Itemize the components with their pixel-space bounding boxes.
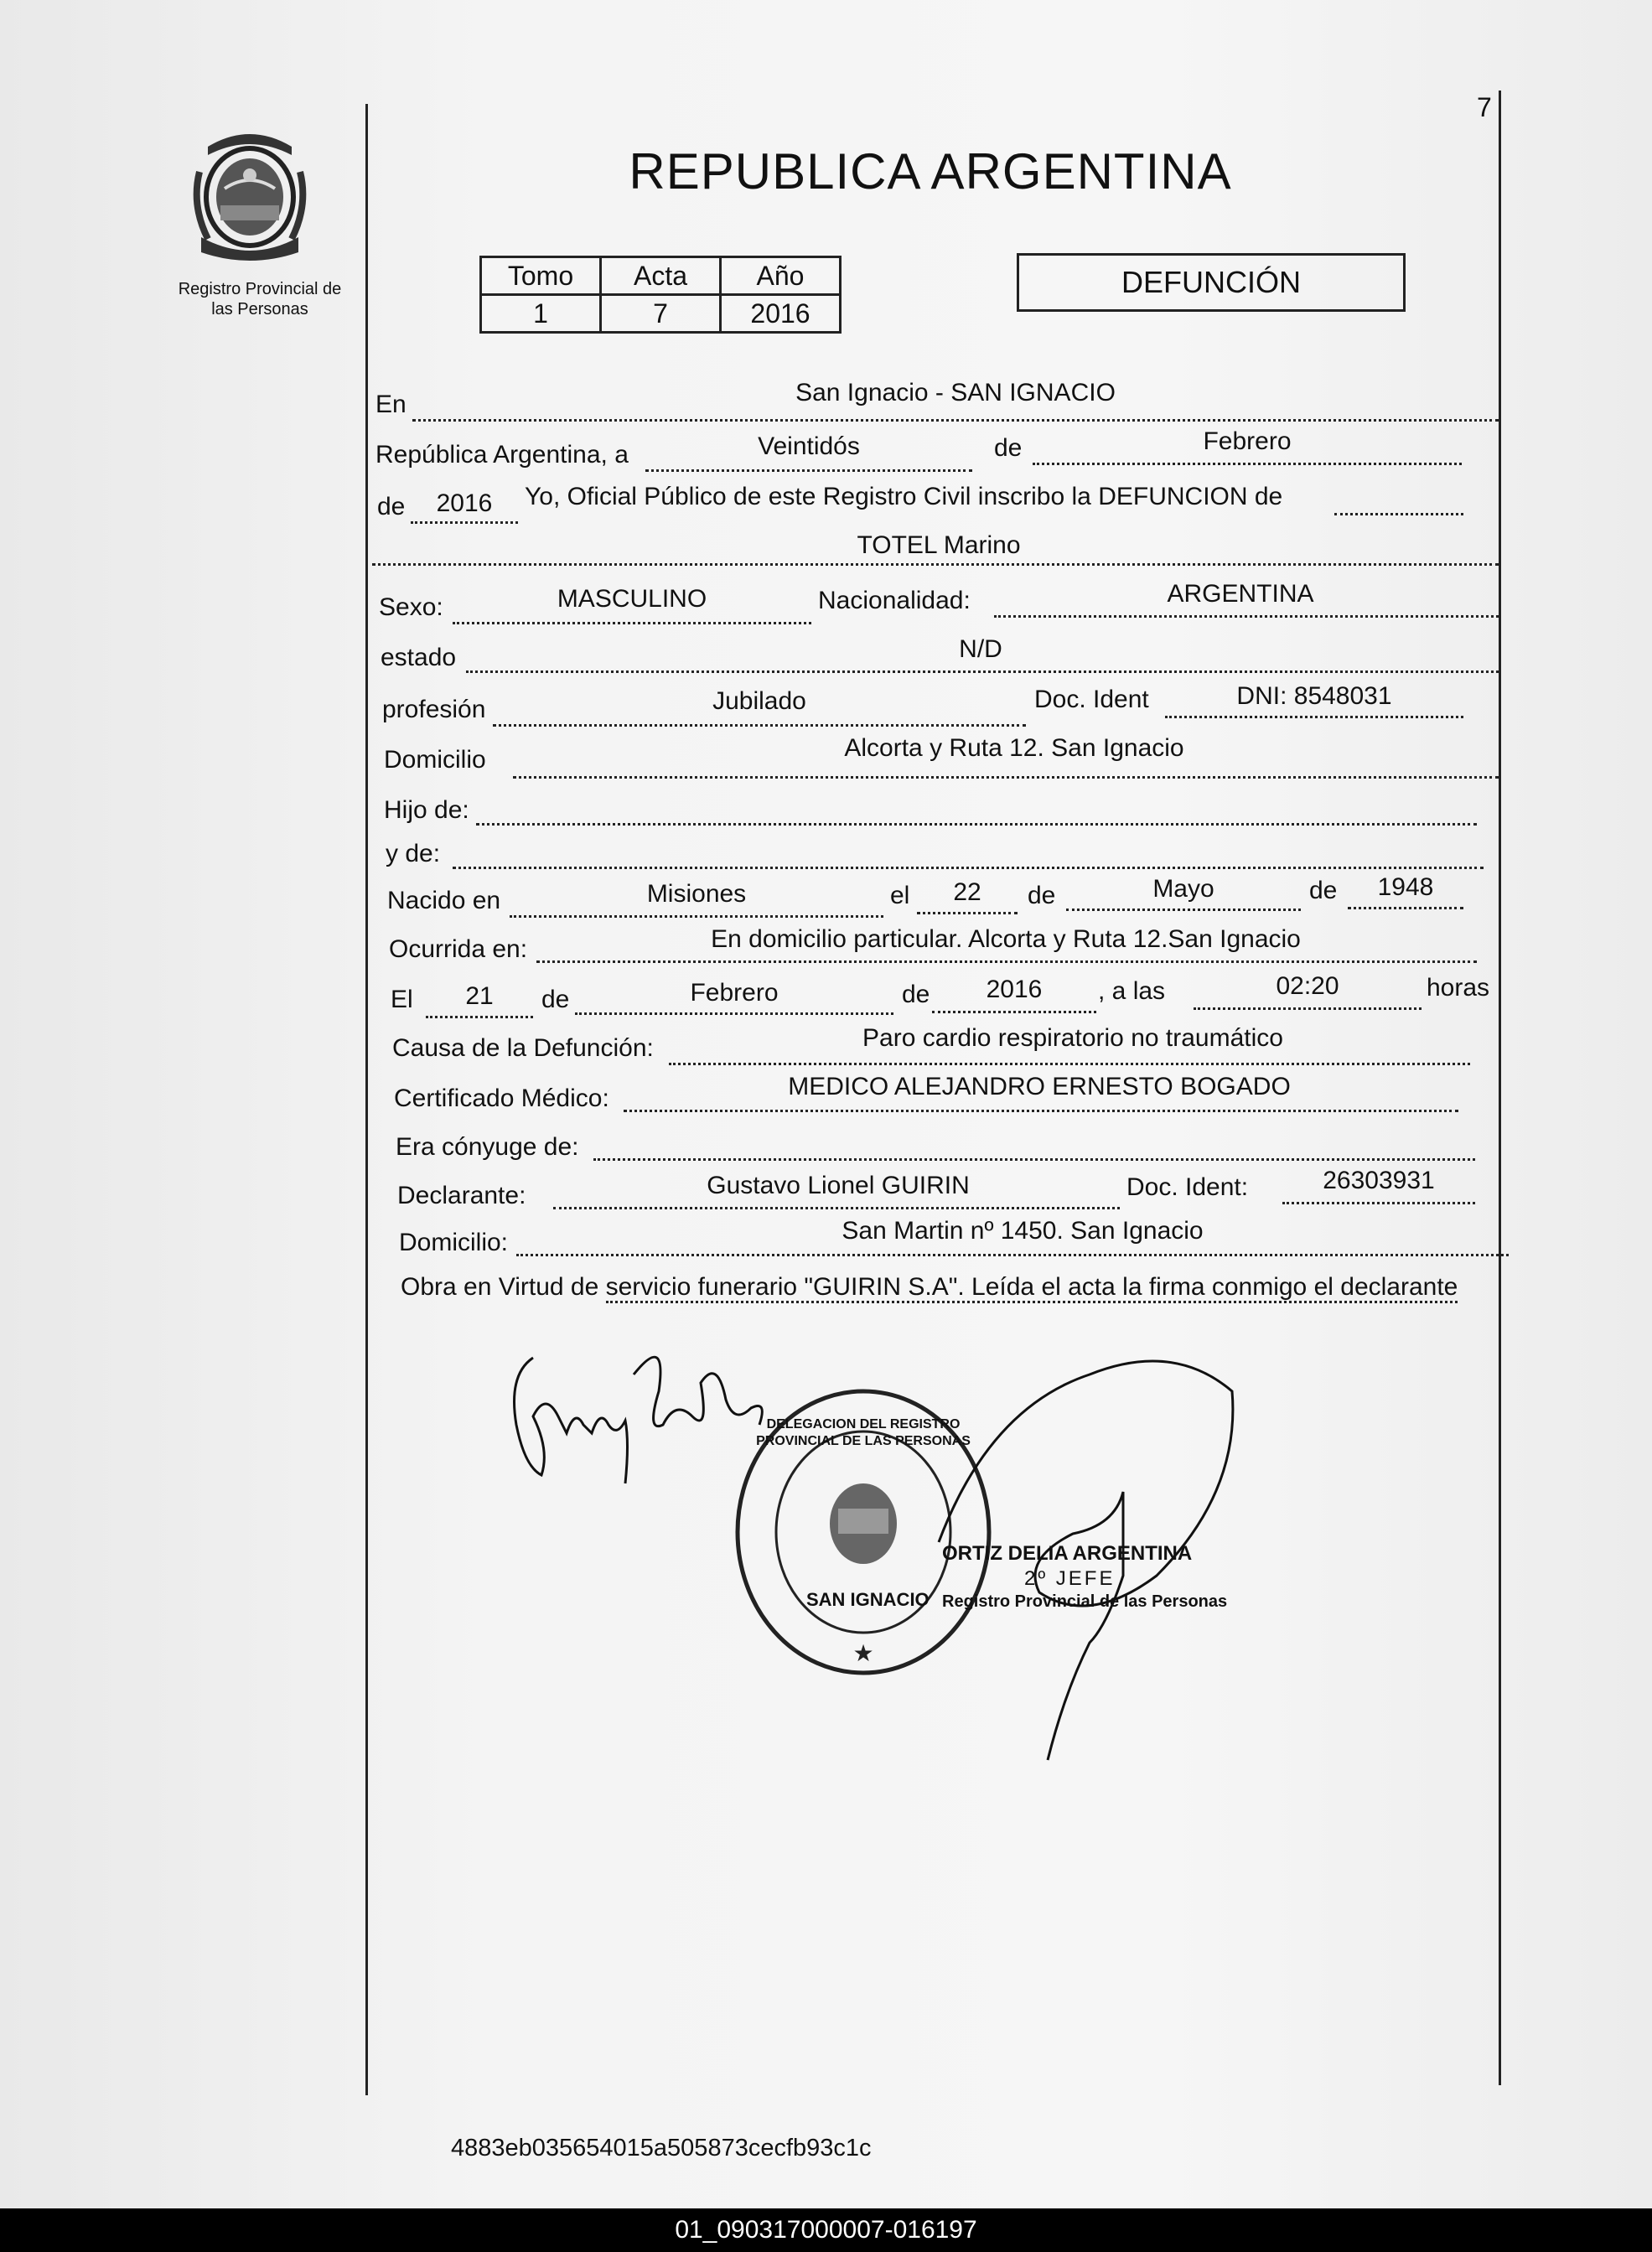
sexo-line bbox=[453, 622, 811, 624]
y-de-line bbox=[453, 867, 1484, 869]
obra-en-virtud bbox=[401, 1267, 1505, 1307]
en-line bbox=[412, 419, 1499, 422]
de-label-5: de bbox=[541, 986, 570, 1013]
mes-line bbox=[1033, 463, 1462, 465]
official-title: 2º JEFE bbox=[1024, 1567, 1116, 1590]
footer-id: 01_090317000007-016197 bbox=[0, 2208, 1652, 2252]
profesion-label: profesión bbox=[382, 696, 486, 723]
conyuge-label: Era cónyuge de: bbox=[396, 1133, 579, 1161]
official-office: Registro Provincial de las Personas bbox=[942, 1592, 1228, 1611]
declarante-doc-label: Doc. Ident: bbox=[1126, 1173, 1249, 1201]
dia-line bbox=[645, 469, 972, 472]
acta-value: 7 bbox=[601, 295, 721, 333]
nacido-anio: 1948 bbox=[1377, 873, 1434, 901]
nacionalidad-label: Nacionalidad: bbox=[818, 587, 971, 614]
nacido-dia: 22 bbox=[953, 878, 981, 906]
stamp-ring-text-label: DELEGACION DEL REGISTRO PROVINCIAL DE LAS PERSONAS bbox=[756, 1417, 971, 1448]
domicilio-line bbox=[513, 776, 1499, 779]
anio-value: 2016 bbox=[721, 295, 841, 333]
stamp-center-text: SAN IGNACIO bbox=[806, 1589, 930, 1610]
declarante-line bbox=[553, 1207, 1120, 1209]
fallec-mes: Febrero bbox=[690, 979, 779, 1007]
obra-label: Obra en Virtud de bbox=[401, 1273, 599, 1301]
doc-ident-label: Doc. Ident bbox=[1034, 686, 1149, 713]
profesion-value: Jubilado bbox=[712, 687, 806, 715]
anio-inscripcion: 2016 bbox=[436, 489, 493, 517]
nacido-en-label: Nacido en bbox=[387, 887, 501, 914]
fallec-dia: 21 bbox=[465, 982, 494, 1010]
anio-header: Año bbox=[721, 257, 841, 295]
acta-header: Acta bbox=[601, 257, 721, 295]
certificado-value: MEDICO ALEJANDRO ERNESTO BOGADO bbox=[788, 1073, 1291, 1100]
registry-name-line1: Registro Provincial de bbox=[178, 280, 342, 298]
domicilio-value: Alcorta y Ruta 12. San Ignacio bbox=[844, 734, 1184, 762]
causa-value: Paro cardio respiratorio no traumático bbox=[862, 1024, 1283, 1052]
el-label: el bbox=[890, 882, 910, 909]
dia-value: Veintidós bbox=[758, 432, 860, 460]
hijo-de-label: Hijo de: bbox=[384, 796, 469, 824]
causa-line bbox=[669, 1063, 1470, 1065]
nacido-lugar-line bbox=[510, 915, 883, 918]
anio-line bbox=[411, 521, 518, 524]
svg-text:★: ★ bbox=[852, 1640, 874, 1666]
document-type-box: DEFUNCIÓN bbox=[1017, 253, 1406, 312]
declarante-doc-value: 26303931 bbox=[1323, 1167, 1435, 1194]
republica-label: República Argentina, a bbox=[375, 441, 629, 469]
ocurrida-value: En domicilio particular. Alcorta y Ruta 12.San Ignacio bbox=[711, 925, 1301, 953]
nacido-mes: Mayo bbox=[1152, 875, 1214, 903]
en-value: San Ignacio - SAN IGNACIO bbox=[795, 379, 1116, 406]
fallec-hora-line bbox=[1194, 1007, 1422, 1010]
document-hash: 4883eb035654015a505873cecfb93c1c bbox=[451, 2135, 872, 2161]
nacido-dia-line bbox=[917, 912, 1018, 914]
domicilio2-label: Domicilio: bbox=[399, 1229, 509, 1256]
de-label-3: de bbox=[1028, 882, 1056, 909]
horas-label: horas bbox=[1427, 974, 1490, 1002]
declarante-doc-line bbox=[1282, 1202, 1475, 1204]
declarante-value: Gustavo Lionel GUIRIN bbox=[707, 1172, 970, 1199]
nombre-line bbox=[372, 563, 1499, 566]
fallec-mes-line bbox=[575, 1012, 893, 1015]
domicilio2-value: San Martin nº 1450. San Ignacio bbox=[842, 1217, 1204, 1245]
fallec-anio-line bbox=[932, 1011, 1096, 1013]
nacido-lugar: Misiones bbox=[646, 880, 747, 908]
registry-name-line2: las Personas bbox=[211, 300, 308, 318]
tomo-value: 1 bbox=[481, 295, 601, 333]
right-margin-rule bbox=[1499, 91, 1501, 2085]
de-label-2: de bbox=[377, 493, 406, 520]
doc-ident-value: DNI: 8548031 bbox=[1236, 682, 1392, 710]
profesion-line bbox=[493, 724, 1026, 727]
official-name: ORTIZ DELIA ARGENTINA bbox=[942, 1542, 1193, 1565]
de-label-4: de bbox=[1309, 877, 1338, 904]
estado-value: N/D bbox=[959, 635, 1002, 663]
el2-label: El bbox=[391, 986, 413, 1013]
declarante-label: Declarante: bbox=[397, 1182, 526, 1209]
hijo-de-line bbox=[476, 823, 1477, 826]
registry-name bbox=[159, 279, 360, 319]
fallec-dia-line bbox=[426, 1016, 533, 1018]
de-label-1: de bbox=[994, 434, 1023, 462]
nacionalidad-line bbox=[994, 615, 1499, 618]
fallec-anio: 2016 bbox=[986, 976, 1043, 1003]
doc-ident-line bbox=[1165, 716, 1463, 718]
obra-value: servicio funerario "GUIRIN S.A". Leída el acta la firma conmigo el declarante bbox=[606, 1273, 1458, 1303]
inscribo-text: Yo, Oficial Público de este Registro Civil inscribo la DEFUNCION de bbox=[525, 483, 1283, 510]
causa-label: Causa de la Defunción: bbox=[392, 1034, 654, 1062]
mes-value: Febrero bbox=[1203, 427, 1292, 455]
sexo-label: Sexo: bbox=[379, 593, 443, 621]
tomo-acta-table bbox=[479, 256, 842, 334]
de-label-6: de bbox=[902, 981, 930, 1008]
estado-line bbox=[466, 670, 1499, 673]
sexo-value: MASCULINO bbox=[557, 585, 707, 613]
nacido-anio-line bbox=[1348, 907, 1463, 909]
left-margin-rule bbox=[365, 104, 368, 2095]
y-de-label: y de: bbox=[386, 840, 441, 867]
en-label: En bbox=[375, 391, 407, 418]
domicilio2-line bbox=[516, 1254, 1509, 1256]
nacido-mes-line bbox=[1066, 909, 1301, 911]
fallec-hora: 02:20 bbox=[1276, 972, 1339, 1000]
estado-label: estado bbox=[381, 644, 457, 671]
ocurrida-label: Ocurrida en: bbox=[389, 935, 528, 963]
certificado-label: Certificado Médico: bbox=[394, 1085, 609, 1112]
domicilio-label: Domicilio bbox=[384, 746, 486, 774]
page-title: REPUBLICA ARGENTINA bbox=[629, 143, 1232, 199]
yo-trailing-line bbox=[1334, 513, 1463, 515]
province-seal bbox=[183, 122, 317, 266]
ocurrida-line bbox=[536, 960, 1477, 963]
certificado-line bbox=[624, 1110, 1458, 1112]
conyuge-line bbox=[593, 1158, 1475, 1161]
a-las-label: , a las bbox=[1098, 977, 1166, 1005]
nombre-difunto: TOTEL Marino bbox=[857, 531, 1021, 559]
page-number: 7 bbox=[1477, 92, 1492, 122]
nacionalidad-value: ARGENTINA bbox=[1167, 580, 1314, 608]
tomo-header: Tomo bbox=[481, 257, 601, 295]
